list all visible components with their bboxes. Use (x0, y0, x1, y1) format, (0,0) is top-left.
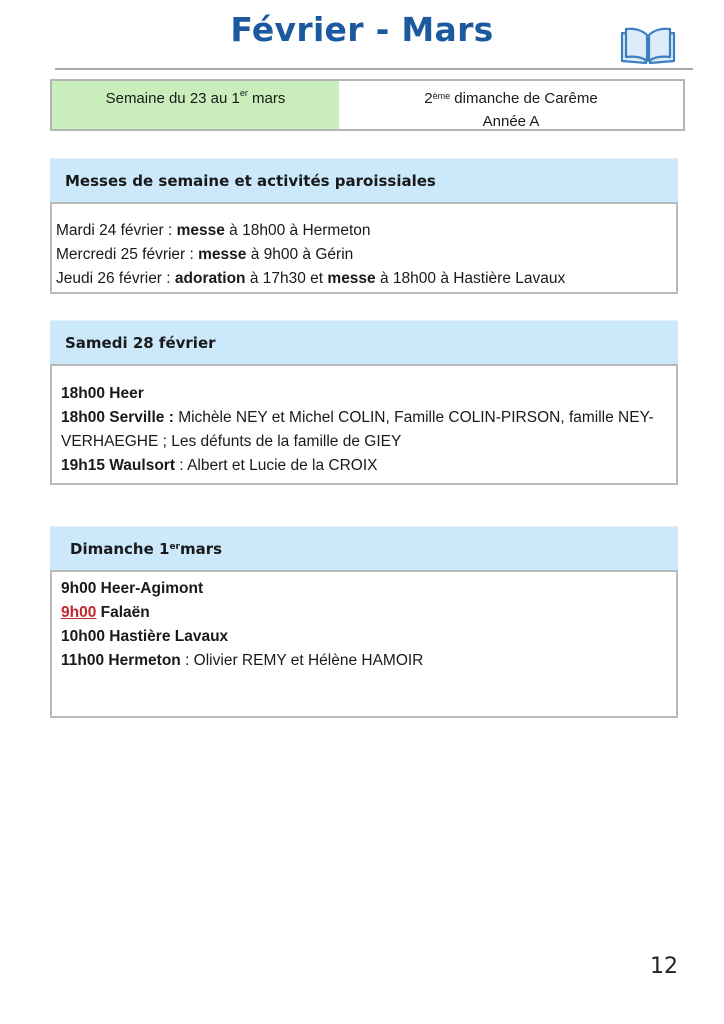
activity-detail: à 18h00 à Hastière Lavaux (375, 270, 566, 287)
mass-time: 9h00 (61, 580, 97, 597)
weekday-masses-section (50, 158, 678, 294)
list-item (61, 649, 676, 673)
mass-time: 11h00 (61, 652, 105, 669)
header-divider (55, 68, 693, 70)
week-info-box (50, 79, 685, 131)
section-heading: Samedi 28 février (50, 320, 678, 364)
mass-place: Hastière Lavaux (104, 628, 229, 645)
section-heading (50, 526, 678, 570)
list-item (61, 382, 676, 406)
list-item (61, 406, 676, 454)
heading-sup: er (169, 541, 180, 552)
intention-detail: : Albert et Lucie de la CROIX (175, 457, 378, 474)
activity-detail: à 18h00 à Hermeton (224, 222, 371, 239)
mass-place: Hermeton (104, 652, 181, 669)
mass-place: Heer-Agimont (96, 580, 204, 597)
mass-time-highlighted: 9h00 (61, 604, 97, 621)
time-place: 18h00 Serville : (61, 409, 179, 426)
section-body (50, 364, 678, 485)
activity-kind: messe (176, 222, 225, 239)
activity-kind: adoration (174, 270, 246, 287)
activity-kind: messe (198, 246, 247, 263)
week-range-text: Semaine du 23 au 1 (105, 90, 240, 107)
heading-text: Dimanche 1 (70, 539, 170, 558)
mass-time: 10h00 (61, 628, 105, 645)
list-item (56, 267, 676, 291)
list-item (61, 625, 676, 649)
page-title: Février - Mars (230, 10, 494, 49)
sunday-sup: ème (432, 91, 451, 101)
activity-detail: à 9h00 à Gérin (246, 246, 354, 263)
liturgical-year: Année A (482, 113, 540, 130)
page-number: 12 (650, 954, 678, 979)
list-item (61, 577, 676, 601)
intention-detail: Michèle NEY et Michel COLIN, Famille COLIN-PIRSON, famille NEY-VERHAEGHE ; Les défunts de la famille de GIEY (61, 409, 654, 450)
week-range-suffix: mars (247, 90, 286, 107)
list-item (56, 219, 676, 243)
week-range-sup: er (239, 88, 248, 98)
mass-place: Falaën (96, 604, 150, 621)
section-body (50, 202, 678, 294)
list-item (61, 454, 676, 478)
sunday-section (50, 526, 678, 718)
open-book-icon (618, 25, 678, 67)
list-item (56, 243, 676, 267)
section-body (50, 570, 678, 718)
sunday-number: 2 (424, 90, 433, 107)
sunday-text: dimanche de Carême (450, 90, 598, 107)
day-label: Mercredi 25 février : (56, 246, 199, 263)
liturgical-sunday (339, 81, 683, 129)
time-place: 18h00 Heer (61, 385, 144, 402)
section-heading: Messes de semaine et activités paroissiales (50, 158, 678, 202)
activity-detail: à 17h30 et (245, 270, 328, 287)
intention-detail: : Olivier REMY et Hélène HAMOIR (180, 652, 424, 669)
day-label: Mardi 24 février : (56, 222, 177, 239)
saturday-section (50, 320, 678, 485)
heading-suffix: mars (179, 539, 223, 558)
activity-kind: messe (327, 270, 376, 287)
list-item (61, 601, 676, 625)
week-range (52, 81, 339, 129)
time-place: 19h15 Waulsort (61, 457, 175, 474)
day-label: Jeudi 26 février : (56, 270, 175, 287)
